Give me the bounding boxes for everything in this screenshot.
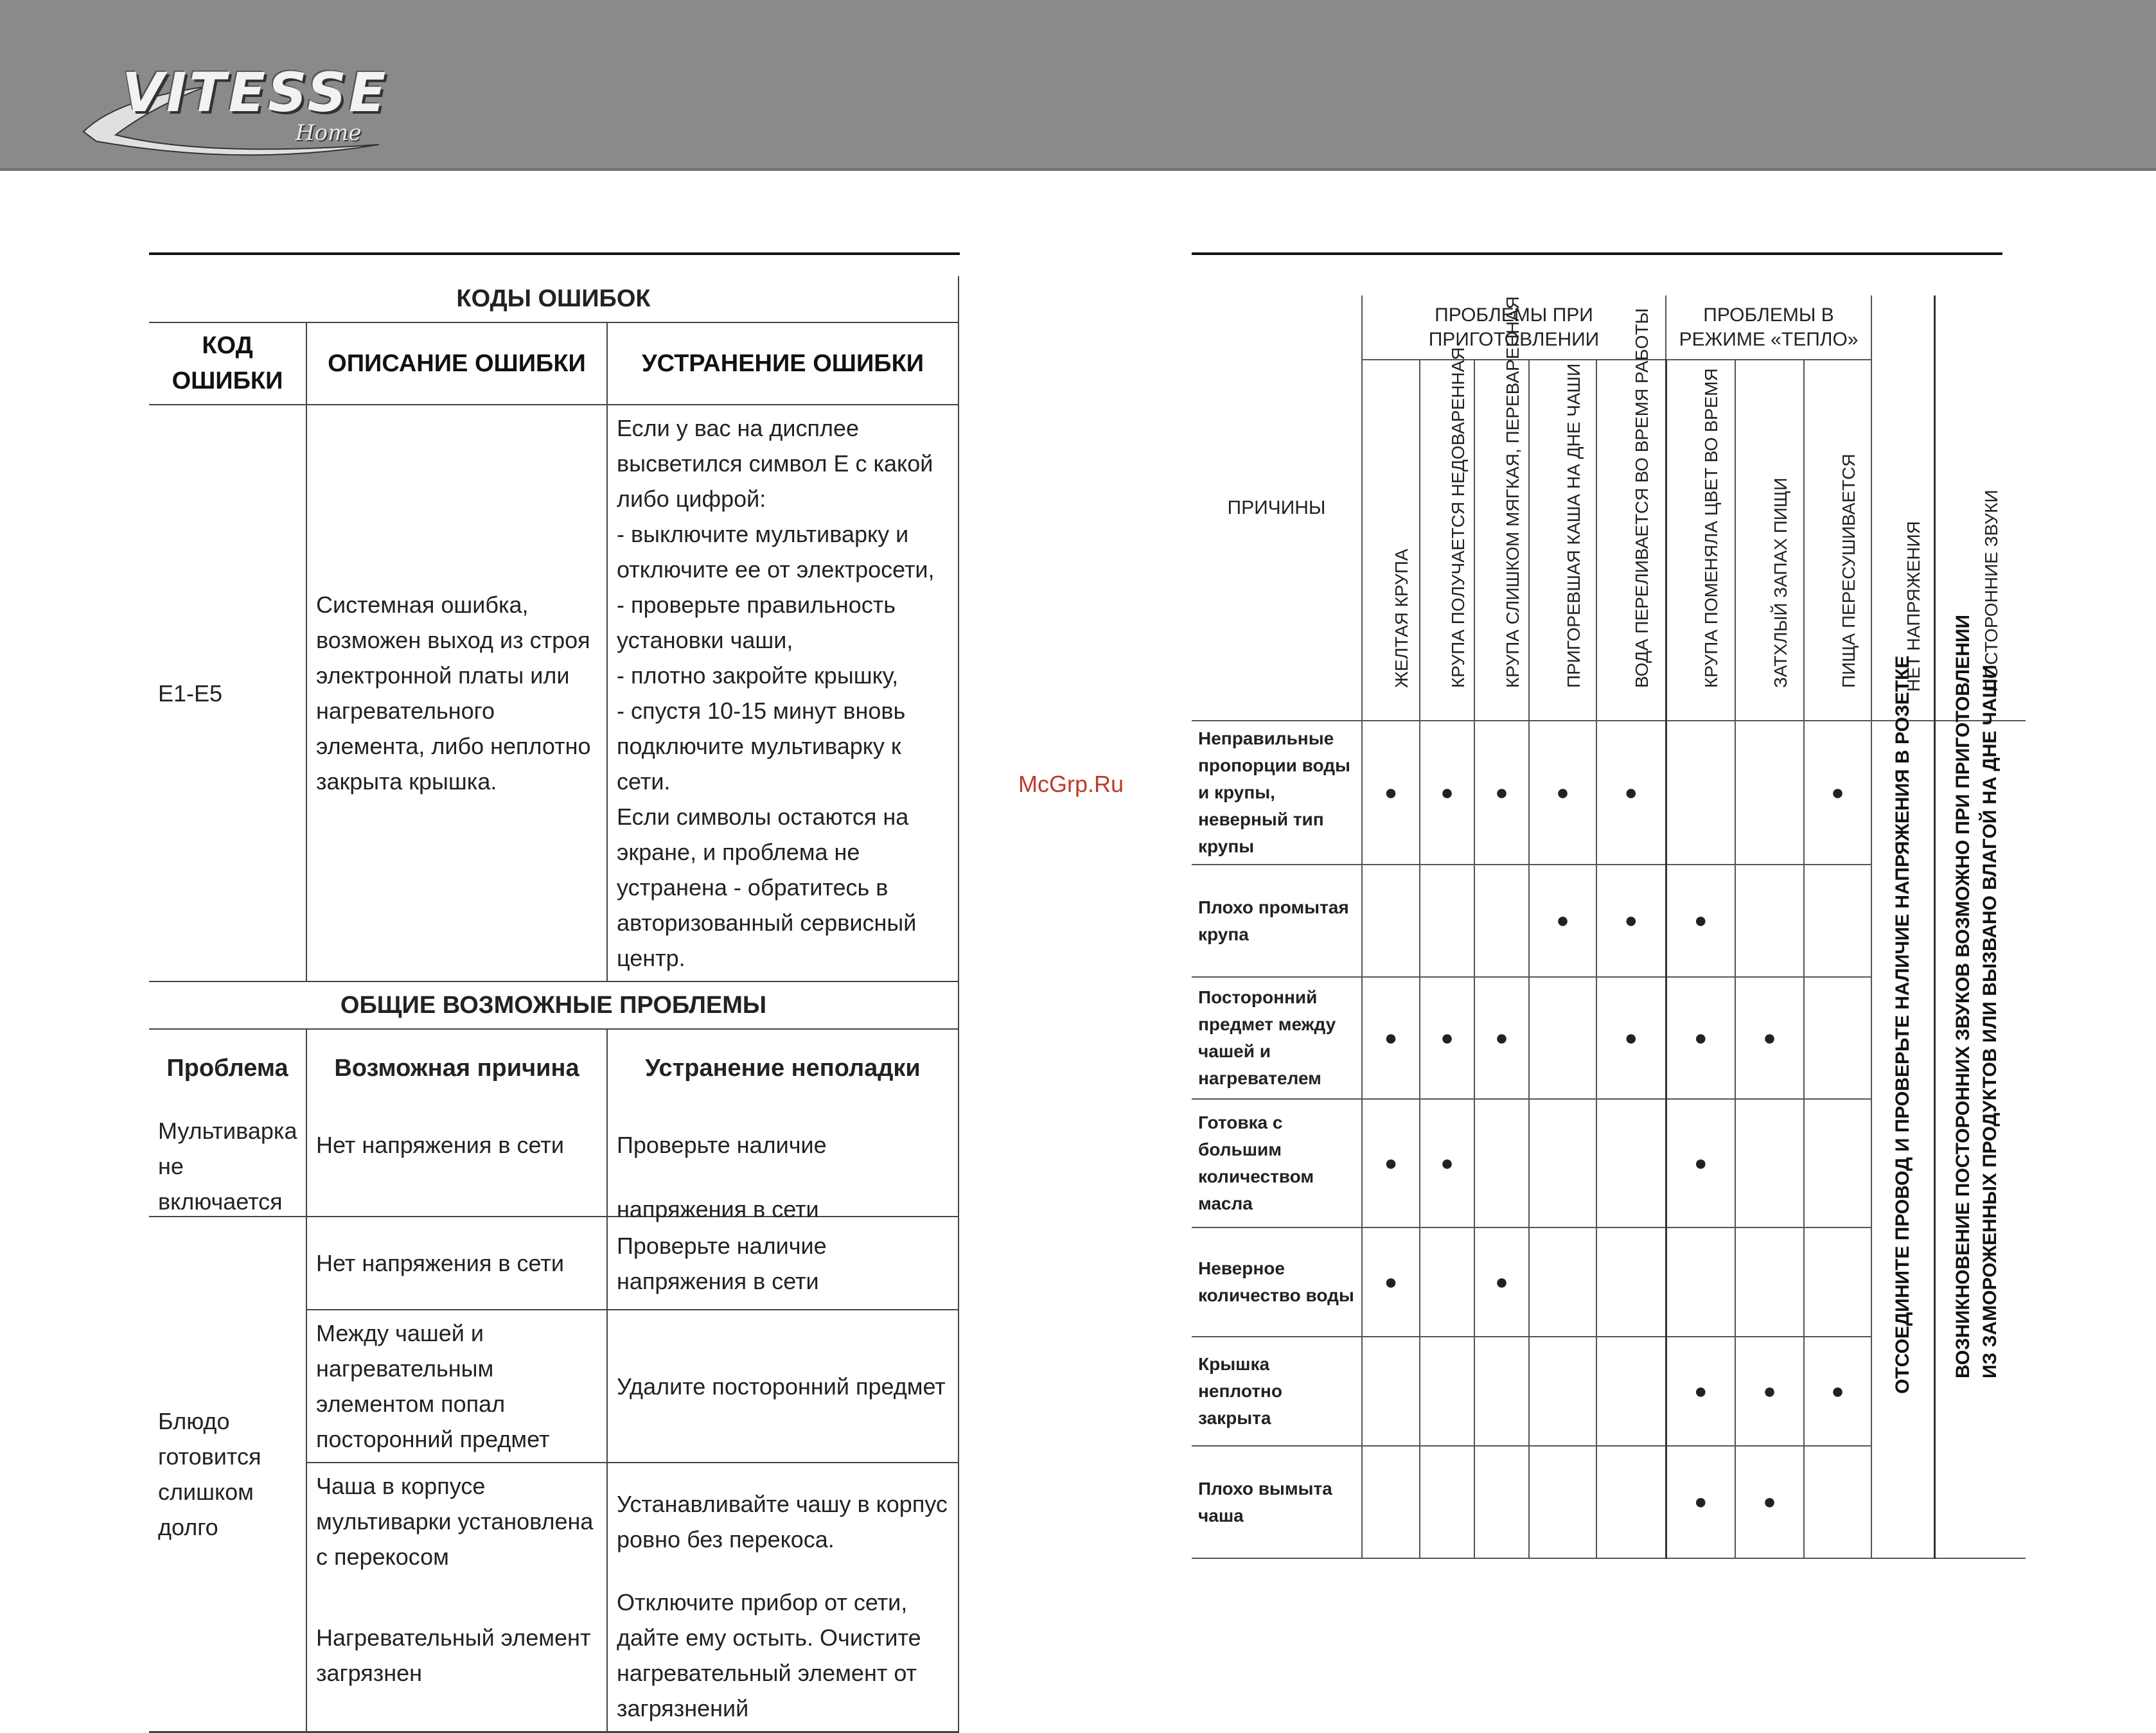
matrix-mark: ● bbox=[1666, 977, 1735, 1099]
col-label: НЕТ НАПРЯЖЕНИЯ bbox=[1903, 521, 1923, 692]
matrix-mark bbox=[1596, 1099, 1666, 1227]
col-head-5 bbox=[1596, 308, 1666, 721]
matrix-mark bbox=[1529, 1337, 1596, 1446]
matrix-mark: ● bbox=[1362, 1099, 1420, 1227]
matrix-cause: Плохо вымыта чаша bbox=[1192, 1446, 1362, 1558]
matrix-mark: ● bbox=[1666, 1446, 1735, 1558]
matrix-mark bbox=[1529, 1446, 1596, 1558]
code-fix-line: Если символы остаются на экране, и проблема не устранена - обратитесь в авторизованный сервисный центр. bbox=[617, 804, 917, 971]
fix-2d: Отключите прибор от сети, дайте ему остыть. Очистите нагревательный элемент от загрязнений bbox=[607, 1579, 959, 1732]
matrix-mark bbox=[1474, 1446, 1529, 1558]
col-desc: ОПИСАНИЕ ОШИБКИ bbox=[306, 322, 607, 405]
matrix-mark: ● bbox=[1666, 1099, 1735, 1227]
cause-1: Нет напряжения в сети bbox=[316, 1132, 564, 1158]
matrix-mark: ● bbox=[1362, 977, 1420, 1099]
error-codes-table bbox=[149, 276, 959, 1733]
col-problem: Проблема bbox=[166, 1055, 288, 1082]
matrix-cause: Крышка неплотно закрыта bbox=[1192, 1337, 1362, 1446]
fix-2c: Устанавливайте чашу в корпус ровно без перекоса. bbox=[607, 1463, 959, 1579]
group-warm: ПРОБЛЕМЫ В РЕЖИМЕ «ТЕПЛО» bbox=[1666, 295, 1871, 360]
matrix-cause: Готовка с большим количеством масла bbox=[1192, 1099, 1362, 1227]
matrix-mark: ● bbox=[1420, 977, 1474, 1099]
col-head-8 bbox=[1804, 360, 1871, 721]
col-label: КРУПА ПОЛУЧАЕТСЯ НЕДОВАРЕННАЯ bbox=[1447, 347, 1468, 688]
problem-1: Мультиварка не включается bbox=[158, 1118, 297, 1215]
matrix-cause: Плохо промытая крупа bbox=[1192, 865, 1362, 977]
col-label: ПРИГОРЕВШАЯ КАША НА ДНЕ ЧАШИ bbox=[1563, 363, 1584, 688]
vitesse-logo bbox=[77, 61, 411, 157]
matrix-mark bbox=[1420, 1337, 1474, 1446]
matrix-mark bbox=[1474, 1337, 1529, 1446]
cause-2d: Нагревательный элемент загрязнен bbox=[306, 1579, 607, 1732]
col-head-3 bbox=[1474, 296, 1529, 721]
matrix-mark bbox=[1804, 1227, 1871, 1337]
col-label: КРУПА СЛИШКОМ МЯГКАЯ, ПЕРЕВАРЕННАЯ bbox=[1502, 296, 1523, 688]
col-code: КОД ОШИБКИ bbox=[149, 322, 306, 405]
col-head-4 bbox=[1529, 360, 1596, 721]
matrix-cause: Неверное количество воды bbox=[1192, 1227, 1362, 1337]
matrix-mark bbox=[1420, 1446, 1474, 1558]
matrix-mark bbox=[1474, 1099, 1529, 1227]
matrix-mark: ● bbox=[1735, 977, 1804, 1099]
matrix-mark bbox=[1596, 1227, 1666, 1337]
matrix-mark: ● bbox=[1474, 721, 1529, 865]
fix-1: Проверьте наличие напряжения в сети bbox=[617, 1132, 827, 1222]
no-voltage-text: ОТСОЕДИНИТЕ ПРОВОД И ПРОВЕРЬТЕ НАЛИЧИЕ НАПРЯЖЕНИЯ В РОЗЕТКЕ bbox=[1892, 655, 1913, 1394]
matrix-mark: ● bbox=[1362, 721, 1420, 865]
problem-2: Блюдо готовится слишком долго bbox=[149, 1217, 306, 1732]
matrix-mark bbox=[1362, 865, 1420, 977]
col-fix: УСТРАНЕНИЕ ОШИБКИ bbox=[607, 322, 959, 405]
matrix-mark bbox=[1529, 1099, 1596, 1227]
codes-title: КОДЫ ОШИБОК bbox=[149, 276, 959, 322]
matrix-mark bbox=[1735, 1227, 1804, 1337]
code-fix-line: - выключите мультиварку и отключите ее от электросети, bbox=[617, 521, 935, 583]
general-title: ОБЩИЕ ВОЗМОЖНЫЕ ПРОБЛЕМЫ bbox=[149, 981, 959, 1029]
watermark: McGrp.Ru bbox=[1018, 771, 1124, 797]
general-problem-cell bbox=[149, 1029, 306, 1217]
matrix-mark bbox=[1529, 1227, 1596, 1337]
causes-label: ПРИЧИНЫ bbox=[1192, 295, 1362, 721]
matrix-mark: ● bbox=[1596, 865, 1666, 977]
matrix-mark bbox=[1804, 865, 1871, 977]
col-head-6 bbox=[1666, 360, 1735, 721]
col-cause: Возможная причина bbox=[334, 1055, 579, 1082]
col-head-1 bbox=[1362, 360, 1420, 721]
matrix-mark bbox=[1596, 1337, 1666, 1446]
group-cooking: ПРОБЛЕМЫ ПРИ ПРИГОТОВЛЕНИИ bbox=[1362, 295, 1666, 360]
matrix-mark: ● bbox=[1804, 721, 1871, 865]
matrix-mark: ● bbox=[1596, 977, 1666, 1099]
matrix-mark: ● bbox=[1529, 721, 1596, 865]
matrix-mark bbox=[1804, 977, 1871, 1099]
matrix-mark bbox=[1735, 1099, 1804, 1227]
matrix-mark bbox=[1666, 1227, 1735, 1337]
matrix-mark bbox=[1735, 865, 1804, 977]
matrix-mark: ● bbox=[1666, 865, 1735, 977]
col-label: ВОДА ПЕРЕЛИВАЕТСЯ ВО ВРЕМЯ РАБОТЫ bbox=[1631, 308, 1652, 688]
sounds-line: ВОЗНИКНОВЕНИЕ ПОСТОРОННИХ ЗВУКОВ ВОЗМОЖНО ПРИ ПРИГОТОВЛЕНИИ bbox=[1952, 614, 1974, 1378]
matrix-mark: ● bbox=[1804, 1337, 1871, 1446]
no-voltage-note bbox=[1876, 655, 1937, 1445]
left-top-rule bbox=[149, 252, 960, 255]
matrix-mark bbox=[1804, 1446, 1871, 1558]
brand-name: VITESSE bbox=[122, 61, 389, 124]
matrix-mark bbox=[1804, 1099, 1871, 1227]
matrix-mark bbox=[1596, 1446, 1666, 1558]
code-fix bbox=[607, 405, 959, 981]
col-label: КРУПА ПОМЕНЯЛА ЦВЕТ ВО ВРЕМЯ bbox=[1701, 368, 1722, 688]
matrix-mark bbox=[1735, 721, 1804, 865]
matrix-mark bbox=[1529, 977, 1596, 1099]
matrix-mark: ● bbox=[1474, 977, 1529, 1099]
general-cause-cell bbox=[306, 1029, 607, 1217]
code-value: E1-E5 bbox=[149, 405, 306, 981]
cause-2c: Чаша в корпусе мультиварки установлена с перекосом bbox=[306, 1463, 607, 1579]
matrix-cause: Неправильные пропорции воды и крупы, неверный тип крупы bbox=[1192, 721, 1362, 865]
matrix-mark: ● bbox=[1666, 1337, 1735, 1446]
col-label: ПОСТОРОННИЕ ЗВУКИ bbox=[1981, 489, 2001, 692]
matrix-mark: ● bbox=[1420, 721, 1474, 865]
code-fix-line: - плотно закройте крышку, bbox=[617, 662, 899, 689]
brand-sub: Home bbox=[296, 120, 362, 146]
matrix-mark bbox=[1420, 1227, 1474, 1337]
code-description: Системная ошибка, возможен выход из строя электронной платы или нагревательного элемента, либо неплотно закрыта крышка. bbox=[306, 405, 607, 981]
col-remedy: Устранение неполадки bbox=[645, 1055, 921, 1082]
code-fix-line: - проверьте правильность установки чаши, bbox=[617, 592, 896, 653]
matrix-mark: ● bbox=[1735, 1337, 1804, 1446]
sounds-text bbox=[1950, 615, 2004, 1378]
matrix-mark: ● bbox=[1596, 721, 1666, 865]
matrix-mark bbox=[1362, 1446, 1420, 1558]
col-head-7 bbox=[1735, 360, 1804, 721]
right-top-rule bbox=[1192, 252, 2002, 255]
col-label: ПИЩА ПЕРЕСУШИВАЕТСЯ bbox=[1838, 453, 1859, 688]
code-fix-line: Если у вас на дисплее высветился символ E с какой либо цифрой: bbox=[617, 415, 933, 512]
matrix-mark bbox=[1362, 1337, 1420, 1446]
matrix-mark: ● bbox=[1420, 1099, 1474, 1227]
col-label: ЖЕЛТАЯ КРУПА bbox=[1392, 549, 1411, 688]
col-label: ЗАТХЛЫЙ ЗАПАХ ПИЩИ bbox=[1770, 477, 1790, 688]
matrix-mark bbox=[1420, 865, 1474, 977]
matrix-cause: Посторонний предмет между чашей и нагревателем bbox=[1192, 977, 1362, 1099]
matrix-mark bbox=[1666, 721, 1735, 865]
sounds-line: ИЗ ЗАМОРОЖЕННЫХ ПРОДУКТОВ ИЛИ ВЫЗВАНО ВЛАГОЙ НА ДНЕ ЧАШИ bbox=[1979, 664, 2001, 1378]
sounds-note bbox=[1936, 614, 2026, 1445]
matrix-mark: ● bbox=[1735, 1446, 1804, 1558]
cause-2b: Между чашей и нагревательным элементом попал посторонний предмет bbox=[306, 1310, 607, 1463]
matrix-mark: ● bbox=[1529, 865, 1596, 977]
general-fix-cell bbox=[607, 1029, 959, 1222]
cause-2a: Нет напряжения в сети bbox=[306, 1217, 607, 1310]
matrix-mark: ● bbox=[1474, 1227, 1529, 1337]
code-fix-line: - спустя 10-15 минут вновь подключите мультиварку к сети. bbox=[617, 698, 906, 795]
col-head-2 bbox=[1420, 347, 1474, 721]
fix-2b: Удалите посторонний предмет bbox=[607, 1310, 959, 1463]
header-bar bbox=[0, 0, 2156, 171]
matrix-mark bbox=[1474, 865, 1529, 977]
matrix-mark: ● bbox=[1362, 1227, 1420, 1337]
fix-2a: Проверьте наличие напряжения в сети bbox=[607, 1217, 959, 1310]
